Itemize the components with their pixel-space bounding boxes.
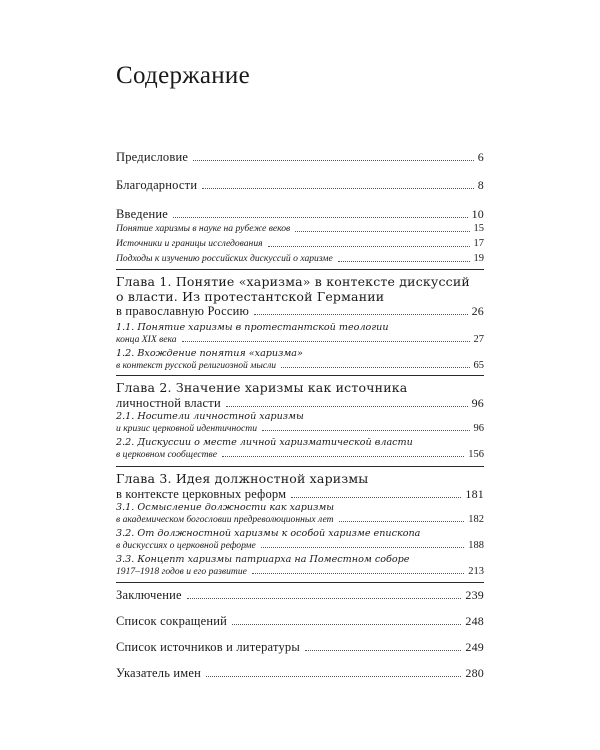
- subentry-title-line: конца XIX века: [116, 333, 177, 345]
- subentry-title-line: 1.1. Понятие харизмы в протестантской теологии: [116, 322, 389, 333]
- chapter-title-line: в контексте церковных реформ: [116, 486, 287, 501]
- dot-leader: [305, 650, 461, 651]
- toc-entry-title: Указатель имен: [116, 666, 202, 680]
- subentry-title-line: в академическом богословии предреволюционных лет: [116, 513, 334, 525]
- toc-entry-title: Понятие харизмы в науке на рубеже веков: [116, 223, 291, 234]
- chapter-title-line: Глава 1. Понятие «харизма» в контексте дискуссий: [116, 274, 470, 289]
- toc-entry-title: Предисловие: [116, 150, 189, 164]
- toc-subentry[interactable]: [116, 554, 484, 577]
- toc-entry-title: Благодарности: [116, 178, 198, 192]
- toc-page-number: 248: [465, 614, 484, 628]
- section-divider: [116, 466, 484, 467]
- toc-entry-bibliography[interactable]: [116, 640, 484, 654]
- dot-leader: [254, 314, 468, 315]
- chapter-title-line: о власти. Из протестантской Германии: [116, 288, 385, 304]
- subentry-title-line: 2.1. Носители личностной харизмы: [116, 411, 304, 422]
- toc-page-number: 249: [465, 640, 484, 654]
- toc-subentry[interactable]: [116, 502, 484, 525]
- toc-subentry[interactable]: [116, 437, 484, 460]
- toc-entry-title: Заключение: [116, 588, 182, 602]
- toc-page-number: 182: [468, 513, 484, 525]
- toc-entry-title: Список сокращений: [116, 614, 228, 628]
- toc-subentry[interactable]: [116, 348, 484, 371]
- dot-leader: [182, 341, 470, 342]
- toc-entry-chapter-3[interactable]: [116, 472, 484, 501]
- dot-leader: [202, 188, 474, 189]
- subentry-title-line: в контекст русской религиозной мысли: [116, 359, 277, 371]
- subentry-title-line: 3.3. Концепт харизмы патриарха на Поместном соборе: [116, 554, 410, 565]
- chapter-title-line: в православную Россию: [116, 304, 250, 318]
- dot-leader: [173, 217, 468, 218]
- dot-leader: [338, 261, 470, 262]
- dot-leader: [291, 497, 461, 498]
- toc-entry-chapter-2[interactable]: [116, 381, 484, 410]
- toc-entry-introduction[interactable]: [116, 207, 484, 221]
- toc-subentry[interactable]: [116, 322, 484, 345]
- toc-entry-title: Список источников и литературы: [116, 640, 300, 654]
- toc-entry-conclusion[interactable]: [116, 588, 484, 602]
- toc-page-number: 65: [473, 359, 484, 371]
- toc-page-number: 8: [477, 178, 484, 192]
- toc-page-number: 181: [465, 486, 484, 501]
- toc-entry-chapter-1[interactable]: [116, 275, 484, 318]
- toc-entry-title: Введение: [116, 207, 168, 221]
- toc-page-number: 280: [465, 666, 484, 680]
- subentry-title-line: 1.2. Вхождение понятия «харизма»: [116, 348, 303, 359]
- toc-subentry[interactable]: [116, 253, 484, 265]
- section-divider: [116, 582, 484, 583]
- subentry-title-line: в дискуссиях о церковной реформе: [116, 539, 256, 551]
- dot-leader: [268, 246, 470, 247]
- dot-leader: [262, 430, 469, 431]
- toc-entry-title: Подходы к изучению российских дискуссий о харизме: [116, 253, 333, 264]
- toc-page-number: 15: [473, 223, 484, 234]
- dot-leader: [281, 367, 469, 368]
- toc-entry-preface[interactable]: [116, 150, 484, 164]
- dot-leader: [222, 456, 464, 457]
- toc-entry-name-index[interactable]: [116, 666, 484, 680]
- chapter-title-line: Глава 2. Значение харизмы как источника: [116, 380, 408, 395]
- toc-page-number: 213: [468, 565, 484, 577]
- toc-page-number: 10: [471, 207, 484, 221]
- dot-leader: [232, 624, 461, 625]
- subentry-title-line: в церковном сообществе: [116, 448, 217, 460]
- dot-leader: [226, 406, 468, 407]
- toc-page-number: 6: [477, 150, 484, 164]
- toc-entry-acknowledgements[interactable]: [116, 178, 484, 192]
- section-divider: [116, 269, 484, 270]
- dot-leader: [193, 160, 474, 161]
- toc-entry-title: Источники и границы исследования: [116, 238, 263, 249]
- toc-subentry[interactable]: [116, 223, 484, 235]
- dot-leader: [206, 676, 461, 677]
- dot-leader: [339, 521, 465, 522]
- toc-subentry[interactable]: [116, 411, 484, 434]
- section-divider: [116, 375, 484, 376]
- toc-page-number: 96: [473, 422, 484, 434]
- dot-leader: [295, 231, 469, 232]
- subentry-title-line: и кризис церковной идентичности: [116, 422, 258, 434]
- toc-entry-abbreviations[interactable]: [116, 614, 484, 628]
- toc-subentry[interactable]: [116, 238, 484, 250]
- dot-leader: [187, 598, 462, 599]
- dot-leader: [261, 547, 464, 548]
- toc-page-number: 19: [473, 253, 484, 264]
- page-title: Содержание: [116, 62, 250, 89]
- subentry-title-line: 2.2. Дискуссии о месте личной харизматической власти: [116, 437, 413, 448]
- subentry-title-line: 1917–1918 годов и его развитие: [116, 565, 247, 577]
- dot-leader: [252, 573, 464, 574]
- toc-page-number: 26: [471, 304, 484, 318]
- toc-page-number: 17: [473, 238, 484, 249]
- toc-page-number: 239: [465, 588, 484, 602]
- toc-page-number: 156: [468, 448, 484, 460]
- subentry-title-line: 3.1. Осмысление должности как харизмы: [116, 502, 335, 513]
- toc-page-number: 27: [473, 333, 484, 345]
- toc-subentry[interactable]: [116, 528, 484, 551]
- toc-page-number: 188: [468, 539, 484, 551]
- chapter-title-line: личностной власти: [116, 395, 221, 410]
- subentry-title-line: 3.2. От должностной харизмы к особой харизме епископа: [116, 528, 421, 539]
- chapter-title-line: Глава 3. Идея должностной харизмы: [116, 471, 369, 486]
- toc-page-number: 96: [471, 395, 484, 410]
